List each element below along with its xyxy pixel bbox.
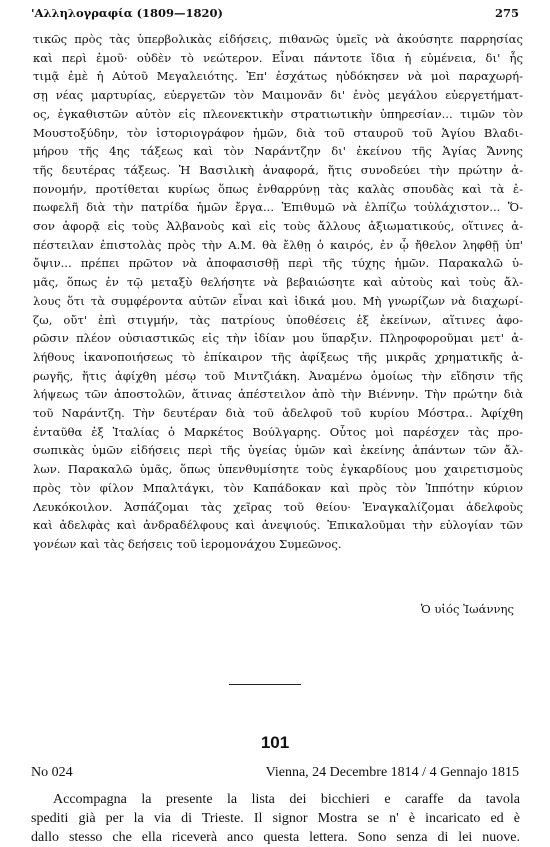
text-line: dallo stesso che ella riceverà anco questa lettera. Sono senza di lei nuove.	[31, 830, 520, 845]
text-line: ρωγῆς, ἥτις ἀφίχθη μέσῳ τοῦ Μιντζιάκη. Ἀναμένω ὁμοίως τὴν εἴδησιν τῆς	[33, 368, 523, 383]
text-line: σωπικὰς ὑμῶν εἰδήσεις περὶ τῆς ὑγείας ὑμῶν καὶ ἐκείνης ἁπάντων τῶν ἄλ-	[33, 443, 523, 458]
page-header	[31, 6, 519, 24]
signature: Ὁ υἱός Ἰωάννης	[420, 602, 514, 616]
text-line: πωφελῆ διὰ τὴν πατρίδα ἡμῶν ἔργα... Ἐπιθυμῶ νὰ ἐλπίζω τοὐλάχιστον... Ὅ-	[33, 200, 523, 215]
text-line: τιμᾷ ἐμὲ ἡ Αὐτοῦ Μεγαλειότης. Ἐπ' ἐσχάτως ηὐδόκησεν νὰ μοὶ παραχωρή-	[33, 69, 523, 84]
text-line: γονέων καὶ τὰς δεήσεις τοῦ ἱερομονάχου Συμεῶνος.	[33, 536, 342, 551]
section-divider	[229, 684, 301, 685]
text-line: ἐνταῦθα ἐξ Ἰταλίας ὁ Μαρκέτος Βούλγαρης. Οὗτος μοὶ παρέσχεν τὰς προ-	[33, 424, 523, 439]
text-line: σον ἀφορᾷ εἰς τοὺς Ἀλβανοὺς καὶ εἰς τοὺς ἄλλους ἀξιωματικούς, οἵτινες ἀ-	[33, 219, 523, 234]
text-line: μᾶς, ὅπως ἐν τῷ μεταξὺ θελήσητε νὰ βεβαιώσητε καὶ αὐτοὺς καὶ τοὺς ἄλ-	[33, 275, 523, 290]
letter-number: 101	[260, 733, 290, 752]
text-line: λων. Παρακαλῶ ὑμᾶς, ὅπως ὑπενθυμίσητε τοὺς ἐγκαρδίους μου χαιρετισμοὺς	[33, 462, 523, 477]
text-line: τοῦ Ναράντζη. Τὴν δευτέραν διὰ τοῦ ἀδελφοῦ τοῦ κυρίου Μόστρα.. Ἀφίχθη	[33, 406, 523, 421]
text-line: spediti già per la via di Trieste. Il signor Mostra se n' è incaricato ed è	[31, 811, 520, 826]
text-line: τικῶς πρὸς τὰς ὑπερβολικὰς εἰδήσεις, πιθανῶς ὑμεῖς νὰ ἀκούσητε παρρησίας	[33, 32, 523, 46]
text-line: καὶ περὶ ἐμοῦ· οὐδὲν τὸ νεώτερον. Εἶναι πάντοτε ἴδια ἡ εὐμένεια, δι' ἧς	[33, 50, 523, 65]
text-line: πρὸς τὸν φίλον Μπαλτάγκι, τὸν Καπάδοκαν καὶ πρὸς τὸν Ἱππότην κύριον	[33, 480, 523, 495]
text-line: λήψεως τῶν ἀποστολῶν, ἅτινας ἀπέστειλον ἀπὸ τὴν Βιέννην. Τὴν πρώτην διὰ	[33, 387, 523, 402]
text-line: λους ὅτι τὰ συμφέροντα αὐτῶν εἶναι καὶ ἰδικά μου. Μὴ γνωρίζων νὰ διαχωρί-	[33, 293, 523, 308]
text-line: πονομήν, προτίθεται κυρίως ὅπως ἐνθαρρύνῃ τὰς καλὰς σπουδὰς καὶ τὰ ἐ-	[33, 181, 523, 196]
text-line: λήθους ἱκανοποιήσεως τὸ ἐπίκαιρον τῆς ἀφίξεως τῆς μικρᾶς χρηματικῆς ἀ-	[33, 349, 523, 364]
text-line: Μουστοξύδην, τὸν ἱστοριογράφον ἡμῶν, διὰ τοῦ σταυροῦ τοῦ Ἁγίου Βλαδι-	[33, 125, 523, 140]
letter-date: Vienna, 24 Decembre 1814 / 4 Gennajo 1815	[265, 765, 519, 780]
greek-letter-body	[33, 30, 523, 554]
text-line: καὶ ἀδελφὰς καὶ ἀνδραδέλφους καὶ ἀνεψιούς. Ἐπικαλοῦμαι τὴν εὐλογίαν τῶν	[33, 518, 523, 533]
text-line: ρῶσιν πλέον οὐσιαστικῶς εἰς τὴν ἰδίαν μου ὕπαρξιν. Πληροφοροῦμαι μετ' ἀ-	[33, 331, 523, 346]
text-line: ος, ἐγκαθιστῶν αὐτὸν εἰς πλεονεκτικὴν στρατιωτικὴν ὑπηρεσίαν... τιμῶν τὸν	[33, 106, 523, 121]
text-line: ὄψιν... πρέπει πρῶτον νὰ ἀποφασισθῇ περὶ τῆς τύχης ἡμῶν. Παρακαλῶ ὑ-	[33, 256, 523, 271]
page-number: 275	[494, 6, 519, 20]
document-number: No 024	[31, 765, 73, 780]
text-line: τῆς δευτέρας τάξεως. Ἡ Βασιλικὴ ἀναφορά, ἥτις συνοδεύει τὴν πρώτην ἀ-	[33, 162, 523, 177]
text-line: Λευκόκοιλον. Ἀσπάζομαι τὰς χεῖρας τοῦ θείου· Ἐναγκαλίζομαι ἀδελφοὺς	[33, 499, 523, 514]
text-line: πέστειλαν ἐπιστολὰς πρὸς τὴν Α.Μ. θὰ ἔλθῃ ὁ καιρός, ἐν ᾧ ἤθελον ληφθῇ ὑπ'	[33, 237, 523, 252]
running-title: 'Αλληλογραφία (1809—1820)	[31, 6, 223, 20]
italian-letter-body	[31, 790, 520, 847]
text-line: ζω, οὔτ' ἐπὶ στιγμήν, τὰς πατρίους ὑποθέσεις ἐξ ἐκείνων, αἵτινες ἀφο-	[33, 312, 523, 327]
letter-meta	[31, 765, 519, 785]
text-line: μήρου τῆς 4ης τάξεως καὶ τὸν Ναράντζην δι' ἐκείνου τῆς Ἁγίας Ἄννης	[33, 144, 523, 159]
text-line: σῃ νέας μαρτυρίας, εὐεργετῶν τὸν Μαιμονᾶν δι' ἑνὸς μεγάλου εὐεργετήματ-	[33, 88, 523, 103]
text-line: Accompagna la presente la lista dei bicchieri e caraffe da tavola	[53, 792, 520, 807]
